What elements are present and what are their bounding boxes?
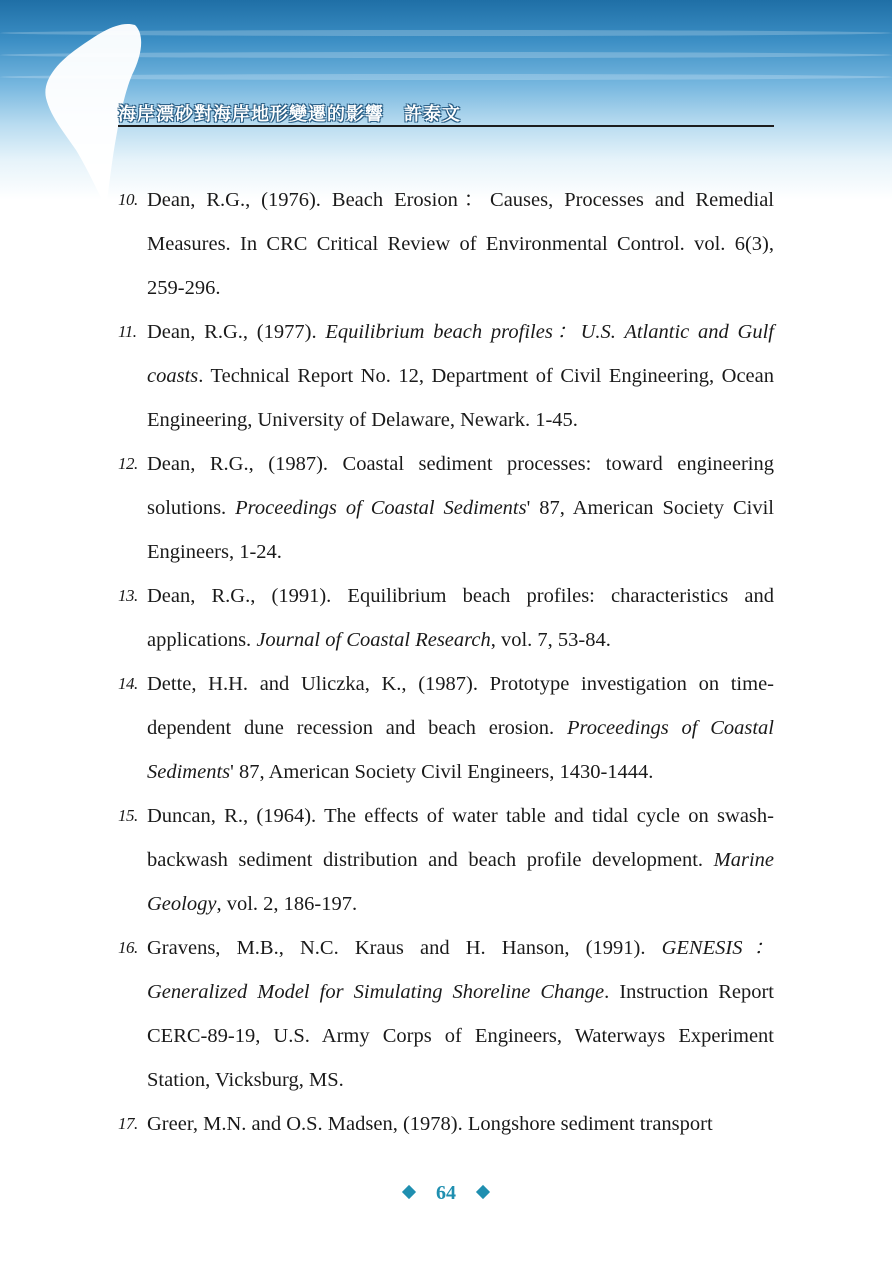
reference-segment: , vol. 7, 53-84. [490,629,611,651]
reference-number: 14. [118,674,138,693]
reference-number: 17. [118,1114,138,1133]
reference-segment: . Instruction Report CERC-89-19, U.S. Army Corps of Engineers, Waterways Experiment Station, Vicksburg, MS. [147,981,774,1091]
reference-segment: . Technical Report No. 12, Department of Civil Engineering, Ocean Engineering, University of Delaware, Newark. 1-45. [147,365,774,431]
reference-segment: Greer, M.N. and O.S. Madsen, (1978). Longshore sediment transport [147,1113,713,1135]
reference-text [147,585,774,651]
reference-segment: ' 87, American Society Civil Engineers, 1430-1444. [230,761,654,783]
reference-number: 12. [118,454,138,473]
reference-item [118,1102,774,1146]
reference-item [118,662,774,794]
reference-text [147,937,774,1091]
reference-segment: ' 87, American Society Civil Engineers, 1-24. [147,497,774,563]
reference-segment: Dean, R.G., (1991). Equilibrium beach profiles: characteristics and applications. [147,585,774,651]
reference-segment: Duncan, R., (1964). The effects of water table and tidal cycle on swash-backwash sediment distribution and beach profile development. [147,805,774,871]
reference-text [147,321,774,431]
reference-title-italic: GENESIS： Generalized Model for Simulating Shoreline Change [147,937,774,1003]
reference-item [118,574,774,662]
reference-text [147,1113,713,1135]
reference-title-italic: Equilibrium beach profiles：U.S. Atlantic and Gulf coasts [147,321,774,387]
reference-segment: Dean, R.G., (1976). Beach Erosion：Causes, Processes and Remedial Measures. In CRC Critical Review of Environmental Control. vol. 6(3), 259-296. [147,189,774,299]
reference-text [147,189,774,299]
running-header [118,100,461,126]
page-footer [0,1182,892,1205]
header-rule [118,125,774,127]
reference-item [118,310,774,442]
reference-item [118,926,774,1102]
reference-number: 16. [118,938,138,957]
reference-text [147,453,774,563]
page-number: 64 [436,1182,456,1204]
reference-segment: Dean, R.G., (1987). Coastal sediment processes: toward engineering solutions. [147,453,774,519]
reference-item [118,442,774,574]
header-author: 許泰文 [404,104,461,125]
diamond-icon [476,1185,490,1199]
header-title: 海岸漂砂對海岸地形變遷的影響 [118,104,384,125]
reference-number: 11. [118,322,137,341]
reference-text [147,805,774,915]
reference-number: 15. [118,806,138,825]
reference-segment: Gravens, M.B., N.C. Kraus and H. Hanson, (1991). [147,937,662,959]
reference-title-italic: Proceedings of Coastal Sediments [235,497,527,519]
reference-title-italic: Marine Geology [147,849,774,915]
reference-title-italic: Journal of Coastal Research [256,629,491,651]
diamond-icon [402,1185,416,1199]
reference-segment: Dette, H.H. and Uliczka, K., (1987). Prototype investigation on time-dependent dune recession and beach erosion. [147,673,774,739]
reference-number: 13. [118,586,138,605]
reference-segment: , vol. 2, 186-197. [216,893,358,915]
reference-segment: Dean, R.G., (1977). [147,321,326,343]
reference-item [118,178,774,310]
reference-list [118,178,774,1146]
reference-item [118,794,774,926]
reference-number: 10. [118,190,138,209]
reference-text [147,673,774,783]
reference-title-italic: Proceedings of Coastal Sediments [147,717,774,783]
